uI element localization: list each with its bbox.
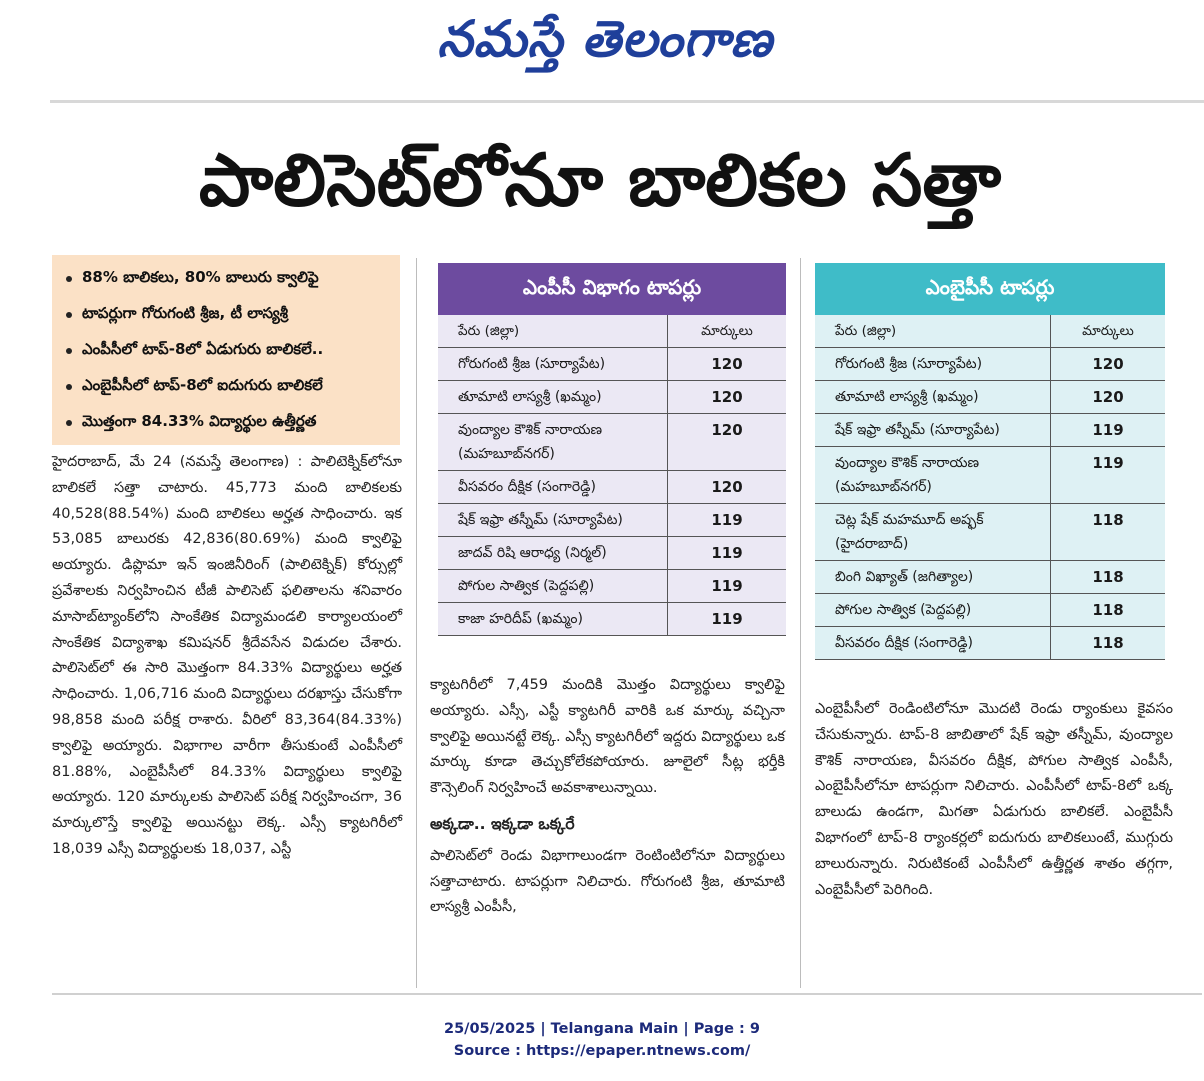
bottom-divider <box>52 993 1202 995</box>
table-title: ఎంబైపీసీ టాపర్లు <box>815 263 1165 315</box>
topper-name: పోగుల సాత్విక (పెద్దపల్లి) <box>438 570 668 602</box>
bullet-icon <box>66 348 72 354</box>
topper-marks: 118 <box>1092 634 1124 652</box>
topper-marks: 119 <box>711 610 743 628</box>
article-paragraph: క్యాటగిరీలో 7,459 మందికి మొత్తం విద్యార్థులు క్వాలిఫై అయ్యారు. ఎస్సీ, ఎస్టీ క్యాటగిరీ వారికి ఒక మార్కు వచ్చినా క్వాలిఫై అయినట్టే లెక్క. ఎస్సీ క్యాటగిరీలో ఇద్దరు విద్యార్థులు ఒక మార్కు కూడా తెచ్చుకోలేకపోయారు. జూలైలో సీట్ల భర్తీకి కౌన్సెలింగ్‌ నిర్వహించే అవకాశాలున్నాయి. <box>430 677 785 797</box>
article-headline: పాలిసెట్‌లోనూ బాలికల సత్తా <box>198 138 1002 222</box>
topper-marks: 120 <box>711 478 743 496</box>
table-row <box>438 603 786 636</box>
highlight-item <box>60 261 392 297</box>
highlight-text: 88% బాలికలు, 80% బాలురు క్వాలిఫై <box>82 268 319 286</box>
topper-name: వీసవరం దీక్షిక (సంగారెడ్డి) <box>438 471 668 503</box>
top-divider <box>50 100 1204 103</box>
bipc-toppers-table <box>815 263 1165 660</box>
table-row <box>815 627 1165 660</box>
table-header-row <box>815 315 1165 348</box>
table-row <box>438 504 786 537</box>
section-subheading: అక్కడా.. ఇక్కడా ఒక్కరే <box>430 814 575 833</box>
topper-name: గోరుగంటి శ్రీజ (సూర్యాపేట) <box>815 348 1051 380</box>
topper-name: కాజా హరిదీప్‌ (ఖమ్మం) <box>438 603 668 635</box>
table-row <box>438 348 786 381</box>
topper-marks: 119 <box>1092 421 1124 439</box>
highlight-item <box>60 297 392 333</box>
highlight-item <box>60 333 392 369</box>
edition-info: 25/05/2025 | Telangana Main | Page : 9 <box>443 1021 760 1037</box>
topper-marks: 120 <box>1092 355 1124 373</box>
table-title: ఎంపీసీ విభాగం టాపర్లు <box>438 263 786 315</box>
column-divider <box>800 258 801 988</box>
table-row <box>815 504 1165 561</box>
topper-marks: 119 <box>711 511 743 529</box>
topper-name: గోరుగంటి శ్రీజ (సూర్యాపేట) <box>438 348 668 380</box>
topper-name: షేక్‌ ఇఫ్రా తస్నీమ్‌ (సూర్యాపేట) <box>438 504 668 536</box>
highlight-item <box>60 405 392 441</box>
bullet-icon <box>66 420 72 426</box>
masthead <box>0 0 1204 100</box>
article-paragraph: పాలిసెట్‌లో రెండు విభాగాలుండగా రెంటింటిలోనూ విద్యార్థులు సత్తాచాటారు. టాపర్లుగా నిలిచారు. గోరుగంటి శ్రీజ, తూమాటి లాస్యశ్రీ ఎంపీసీ, <box>430 847 785 916</box>
bullet-icon <box>66 312 72 318</box>
source-link[interactable]: Source : https://epaper.ntnews.com/ <box>453 1043 751 1059</box>
topper-name: వుంద్యాల కౌశిక్‌ నారాయణ (మహబూబ్‌నగర్‌) <box>438 414 668 470</box>
topper-name: చెట్ల షేక్‌ మహమూద్‌ అష్ఫక్‌ (హైదరాబాద్‌) <box>815 504 1051 560</box>
topper-name: తూమాటి లాస్యశ్రీ (ఖమ్మం) <box>438 381 668 413</box>
topper-marks: 119 <box>711 577 743 595</box>
highlight-text: ఎంపీసీలో టాప్‌-8లో ఏడుగురు బాలికలే.. <box>82 340 324 358</box>
topper-marks: 119 <box>711 544 743 562</box>
highlight-text: మొత్తంగా 84.33% విద్యార్థుల ఉత్తీర్ణత <box>82 412 317 430</box>
topper-marks: 118 <box>1092 568 1124 586</box>
mpc-toppers-table <box>438 263 786 636</box>
table-row <box>438 537 786 570</box>
column-divider <box>416 258 417 988</box>
name-column-header: పేరు (జిల్లా) <box>438 315 668 347</box>
table-row <box>815 447 1165 504</box>
table-row <box>815 561 1165 594</box>
article-column-1 <box>52 450 402 863</box>
article-paragraph: ఎంబైపీసీలో రెండింటిలోనూ మొదటి రెండు ర్యాంకులు కైవసం చేసుకున్నారు. టాప్‌-8 జాబితాలో షేక్‌ ఇఫ్రా తస్నీమ్‌, వుంద్యాల కౌశిక్‌ నారాయణ, వీసవరం దీక్షిక, పోగుల సాత్విక ఎంపీసీ, ఎంబైపీసీలోనూ టాపర్లుగా నిలిచారు. ఎంపీసీలో టాప్‌-8లో ఒక్క బాలుడు ఉండగా, మిగతా ఏడుగురు బాలికలే. ఎంబైపీసీ విభాగంలో టాప్‌-8 ర్యాంకర్లలో ఐదుగురు బాలికలుంటే, ముగ్గురు బాలురున్నారు. నిరుటికంటే ఎంపీసీలో ఉత్తీర్ణత శాతం తగ్గగా, ఎంబైపీసీలో పెరిగింది. <box>815 701 1173 898</box>
topper-name: వీసవరం దీక్షిక (సంగారెడ్డి) <box>815 627 1051 659</box>
newspaper-logo: నమస్తే తెలంగాణ <box>437 10 773 68</box>
topper-name: వుంద్యాల కౌశిక్‌ నారాయణ (మహబూబ్‌నగర్‌) <box>815 447 1051 503</box>
topper-name: షేక్‌ ఇఫ్రా తస్నీమ్‌ (సూర్యాపేట) <box>815 414 1051 446</box>
marks-column-header: మార్కులు <box>1082 323 1134 339</box>
page-footer <box>0 1018 1204 1062</box>
bullet-icon <box>66 276 72 282</box>
topper-marks: 118 <box>1092 601 1124 619</box>
table-row <box>815 381 1165 414</box>
bullet-icon <box>66 384 72 390</box>
topper-marks: 118 <box>1092 511 1124 529</box>
topper-marks: 120 <box>1092 388 1124 406</box>
highlights-box <box>52 255 400 445</box>
topper-name: బింగి విఖ్యాత్‌ (జగిత్యాల) <box>815 561 1051 593</box>
table-row <box>438 471 786 504</box>
table-row <box>815 414 1165 447</box>
topper-name: జాదవ్‌ రిషి ఆరాధ్య (నిర్మల్‌) <box>438 537 668 569</box>
article-column-3 <box>815 697 1173 903</box>
topper-marks: 120 <box>711 388 743 406</box>
topper-marks: 120 <box>711 355 743 373</box>
table-row <box>815 348 1165 381</box>
article-paragraph: హైదరాబాద్‌, మే 24 (నమస్తే తెలంగాణ) : పాలిటెక్నిక్‌లోనూ బాలికలే సత్తా చాటారు. 45,773 మంది బాలికలకు 40,528(88.54%) మంది బాలికలు అర్హత సాధించారు. ఇక 53,085 బాలురకు 42,836(80.69%) మంది క్వాలిఫై అయ్యారు. డిప్లొమా ఇన్‌ ఇంజినీరింగ్‌ (పాలిటెక్నిక్‌) కోర్సుల్లో ప్రవేశాలకు నిర్వహించిన టీజీ పాలిసెట్‌ ఫలితాలను శనివారం మాసాబ్‌ట్యాంక్‌లోని సాంకేతిక విద్యామండలి కార్యాలయంలో సాంకేతిక విద్యాశాఖ కమిషనర్‌ శ్రీదేవసేన విడుదల చేశారు. పాలిసెట్‌లో ఈ సారి మొత్తంగా 84.33% విద్యార్థులు అర్హత సాధించారు. 1,06,716 మంది విద్యార్థులు దరఖాస్తు చేసుకోగా 98,858 మంది పరీక్ష రాశారు. వీరిలో 83,364(84.33%) క్వాలిఫై అయ్యారు. విభాగాల వారీగా తీసుకుంటే ఎంపీసీలో 81.88%, ఎంబైపీసీలో 84.33% విద్యార్థులు క్వాలిఫై అయ్యారు. 120 మార్కులకు పాలిసెట్‌ పరీక్ష నిర్వహించగా, 36 మార్కులొస్తే క్వాలిఫై అయినట్టు లెక్క. ఎస్సీ క్యాటగిరీలో 18,039 ఎస్సీ విద్యార్థులకు 18,037, ఎస్టీ <box>52 454 402 857</box>
table-row <box>438 570 786 603</box>
table-row <box>438 381 786 414</box>
marks-column-header: మార్కులు <box>701 323 753 339</box>
table-header-row <box>438 315 786 348</box>
topper-marks: 119 <box>1092 454 1124 472</box>
topper-name: తూమాటి లాస్యశ్రీ (ఖమ్మం) <box>815 381 1051 413</box>
topper-marks: 120 <box>711 421 743 439</box>
table-row <box>438 414 786 471</box>
table-row <box>815 594 1165 627</box>
highlight-text: టాపర్లుగా గోరుగంటి శ్రీజ, టీ లాస్యశ్రీ <box>82 304 288 322</box>
topper-name: పోగుల సాత్విక (పెద్దపల్లి) <box>815 594 1051 626</box>
article-column-2 <box>430 673 785 921</box>
highlight-text: ఎంబైపీసీలో టాప్‌-8లో ఐదుగురు బాలికలే <box>82 376 323 394</box>
name-column-header: పేరు (జిల్లా) <box>815 315 1051 347</box>
highlight-item <box>60 369 392 405</box>
